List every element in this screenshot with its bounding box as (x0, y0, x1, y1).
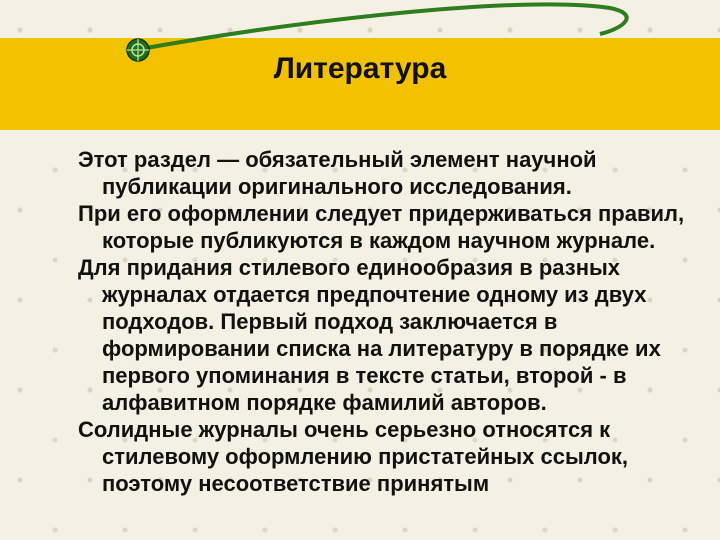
slide-body (78, 146, 688, 497)
paragraph-3: Для придания стилевого единообразия в разных журналах отдается предпочтение одному из двух подходов. Первый подход заключается в формировании списка на литературу в порядке их первого упоминания в тексте статьи, второй - в алфавитном порядке фамилий авторов. (78, 255, 661, 415)
swoosh-line (135, 4, 627, 50)
slide-title: Литература (273, 52, 447, 85)
paragraph-2: При его оформлении следует придерживаться правил, которые публикуются в каждом научном журнале. (78, 201, 685, 253)
paragraph-1: Этот раздел — обязательный элемент научной публикации оригинального исследования. (78, 147, 597, 199)
paragraph-4: Солидные журналы очень серьезно относятся к стилевому оформлению пристатейных ссылок, поэтому несоответствие принятым (78, 417, 629, 496)
